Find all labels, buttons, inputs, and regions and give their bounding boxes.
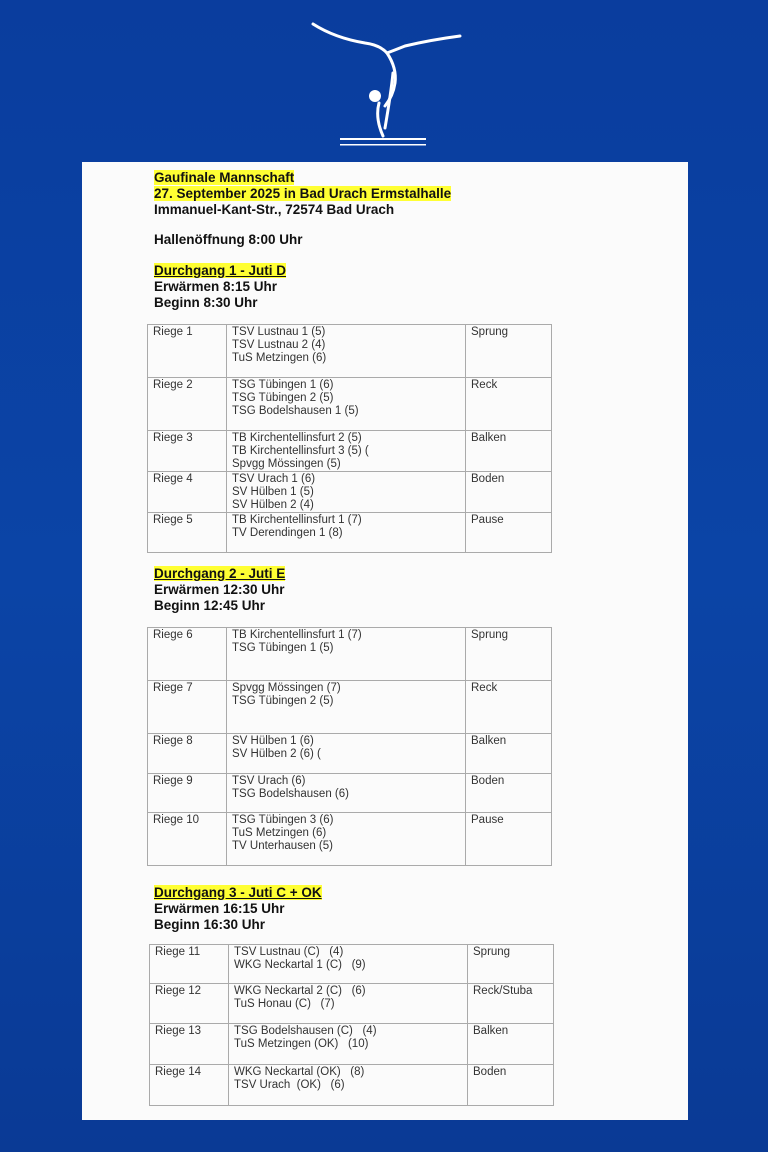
riege-cell: Riege 4 <box>148 472 227 513</box>
durchgang-group: 1 - Juti D <box>229 263 287 278</box>
team-name: TV Unterhausen (5) <box>232 840 333 852</box>
table-row <box>148 325 552 378</box>
apparatus-cell: Pause <box>466 513 552 553</box>
team-name: Spvgg Mössingen (5) <box>232 458 341 470</box>
teams-cell <box>227 681 466 734</box>
apparatus-cell: Reck <box>466 681 552 734</box>
teams-cell <box>227 774 466 813</box>
team-name: TSG Bodelshausen (C) (4) <box>234 1025 377 1037</box>
table-row <box>150 945 554 984</box>
team-name: TSG Tübingen 2 (5) <box>232 695 334 707</box>
teams-cell <box>227 813 466 866</box>
team-name: SV Hülben 1 (5) <box>232 486 314 498</box>
riege-table <box>147 324 552 553</box>
team-name: TSV Lustnau (C) (4) <box>234 946 344 958</box>
apparatus-cell: Balken <box>466 431 552 472</box>
warmup-time: Erwärmen 12:30 Uhr <box>154 582 285 597</box>
apparatus-cell: Boden <box>466 774 552 813</box>
team-name: TB Kirchentellinsfurt 3 (5) ( <box>232 445 369 457</box>
team-name: TSG Tübingen 1 (5) <box>232 642 334 654</box>
apparatus-cell: Sprung <box>466 628 552 681</box>
apparatus-cell: Boden <box>468 1065 554 1106</box>
teams-cell <box>227 734 466 774</box>
table-row <box>148 734 552 774</box>
team-name: TB Kirchentellinsfurt 1 (7) <box>232 514 362 526</box>
apparatus-cell: Boden <box>466 472 552 513</box>
riege-cell: Riege 3 <box>148 431 227 472</box>
team-name: TSG Bodelshausen (6) <box>232 788 349 800</box>
team-name: TSV Urach 1 (6) <box>232 473 316 485</box>
team-name: SV Hülben 2 (4) <box>232 499 314 511</box>
event-address: Immanuel-Kant-Str., 72574 Bad Urach <box>154 202 395 217</box>
event-title: Gaufinale Mannschaft <box>154 170 295 185</box>
apparatus-cell: Reck <box>466 378 552 431</box>
table-row <box>148 513 552 553</box>
durchgang-heading <box>154 566 285 582</box>
teams-cell <box>229 984 468 1024</box>
team-name: SV Hülben 2 (6) ( <box>232 748 321 760</box>
team-name: TSG Tübingen 3 (6) <box>232 814 334 826</box>
teams-cell <box>227 325 466 378</box>
riege-cell: Riege 12 <box>150 984 229 1024</box>
team-name: TB Kirchentellinsfurt 2 (5) <box>232 432 362 444</box>
riege-table <box>147 627 552 866</box>
team-name: TuS Metzingen (6) <box>232 352 327 364</box>
riege-cell: Riege 5 <box>148 513 227 553</box>
teams-cell <box>227 378 466 431</box>
table-row <box>150 1024 554 1065</box>
apparatus-cell: Sprung <box>466 325 552 378</box>
team-name: TuS Metzingen (6) <box>232 827 327 839</box>
apparatus-cell: Sprung <box>468 945 554 984</box>
team-name: WKG Neckartal 1 (C) (9) <box>234 959 366 971</box>
riege-cell: Riege 7 <box>148 681 227 734</box>
team-name: WKG Neckartal 2 (C) (6) <box>234 985 366 997</box>
riege-cell: Riege 10 <box>148 813 227 866</box>
durchgang-word: Durchgang <box>154 263 230 278</box>
team-name: TV Derendingen 1 (8) <box>232 527 343 539</box>
table-row <box>150 1065 554 1106</box>
start-time: Beginn 16:30 Uhr <box>154 917 266 932</box>
hall-opening: Hallenöffnung 8:00 Uhr <box>154 232 303 247</box>
warmup-time: Erwärmen 16:15 Uhr <box>154 901 285 916</box>
table-row <box>148 628 552 681</box>
riege-cell: Riege 8 <box>148 734 227 774</box>
riege-cell: Riege 13 <box>150 1024 229 1065</box>
team-name: TSV Lustnau 2 (4) <box>232 339 326 351</box>
teams-cell <box>229 945 468 984</box>
durchgang-label <box>154 566 285 581</box>
riege-cell: Riege 2 <box>148 378 227 431</box>
team-name: TSV Lustnau 1 (5) <box>232 326 326 338</box>
table-row <box>148 774 552 813</box>
start-time: Beginn 8:30 Uhr <box>154 295 258 310</box>
durchgang-word: Durchgang <box>154 566 230 581</box>
team-name: TSV Urach (OK) (6) <box>234 1079 345 1091</box>
team-name: SV Hülben 1 (6) <box>232 735 314 747</box>
table-row <box>150 984 554 1024</box>
team-name: TB Kirchentellinsfurt 1 (7) <box>232 629 362 641</box>
durchgang-heading <box>154 885 322 901</box>
teams-cell <box>229 1065 468 1106</box>
riege-cell: Riege 9 <box>148 774 227 813</box>
teams-cell <box>227 431 466 472</box>
teams-cell <box>229 1024 468 1065</box>
riege-table <box>149 944 554 1106</box>
team-name: TuS Honau (C) (7) <box>234 998 335 1010</box>
gymnast-logo <box>305 18 465 153</box>
teams-cell <box>227 513 466 553</box>
team-name: TSG Bodelshausen 1 (5) <box>232 405 359 417</box>
team-name: WKG Neckartal (OK) (8) <box>234 1066 365 1078</box>
table-row <box>148 813 552 866</box>
durchgang-label <box>154 263 286 278</box>
riege-cell: Riege 14 <box>150 1065 229 1106</box>
riege-cell: Riege 6 <box>148 628 227 681</box>
teams-cell <box>227 628 466 681</box>
riege-cell: Riege 1 <box>148 325 227 378</box>
riege-cell: Riege 11 <box>150 945 229 984</box>
team-name: TSV Urach (6) <box>232 775 306 787</box>
warmup-time: Erwärmen 8:15 Uhr <box>154 279 278 294</box>
durchgang-group: 2 - Juti E <box>229 566 286 581</box>
durchgang-word: Durchgang <box>154 885 230 900</box>
table-row <box>148 431 552 472</box>
durchgang-group: 3 - Juti C + OK <box>229 885 322 900</box>
table-row <box>148 681 552 734</box>
table-row <box>148 472 552 513</box>
apparatus-cell: Balken <box>468 1024 554 1065</box>
team-name: TSG Tübingen 2 (5) <box>232 392 334 404</box>
team-name: Spvgg Mössingen (7) <box>232 682 341 694</box>
durchgang-heading <box>154 263 286 279</box>
durchgang-label <box>154 885 322 900</box>
team-name: TuS Metzingen (OK) (10) <box>234 1038 369 1050</box>
apparatus-cell: Pause <box>466 813 552 866</box>
start-time: Beginn 12:45 Uhr <box>154 598 266 613</box>
table-row <box>148 378 552 431</box>
teams-cell <box>227 472 466 513</box>
team-name: TSG Tübingen 1 (6) <box>232 379 334 391</box>
apparatus-cell: Reck/Stuba <box>468 984 554 1024</box>
event-date-venue: 27. September 2025 in Bad Urach Ermstalhalle <box>154 186 452 201</box>
apparatus-cell: Balken <box>466 734 552 774</box>
